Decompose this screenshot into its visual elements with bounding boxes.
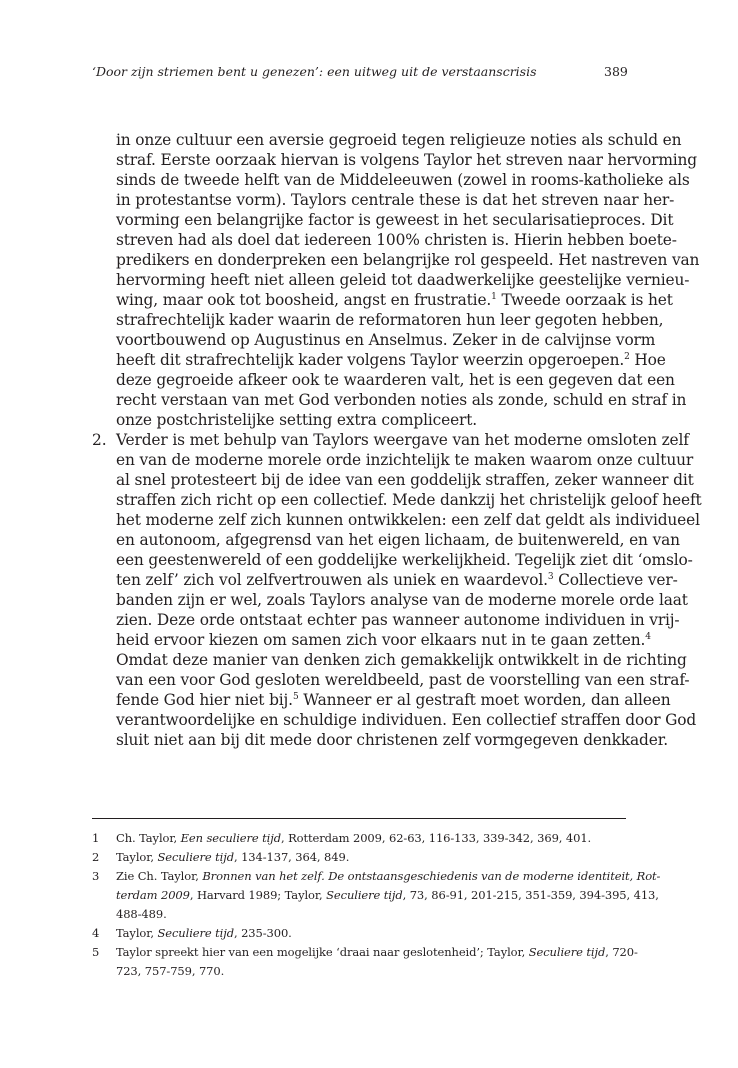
footnote-segment: , 720- — [605, 945, 638, 959]
paragraph-line: straf. Eerste oorzaak hiervan is volgens Taylor het streven naar hervorming — [116, 151, 698, 169]
footnote-ref-3[interactable]: 3 — [547, 571, 554, 582]
footnote-title: Een seculiere tijd — [180, 831, 281, 845]
paragraph-line: streven had als doel dat iedereen 100% christen is. Hierin hebben boete- — [116, 231, 677, 249]
list-item-number: 2. — [92, 431, 107, 449]
footnote-text: 723, 757-759, 770. — [116, 964, 225, 978]
paragraph-line: banden zijn er wel, zoals Taylors analyse van de moderne morele orde laat — [116, 591, 688, 609]
footnote-ref-1[interactable]: 1 — [491, 291, 497, 302]
paragraph-line: hervorming heeft niet alleen geleid tot daadwerkelijke geestelijke vernieu- — [116, 271, 690, 289]
footnote-title: Seculiere tijd — [528, 945, 606, 959]
footnote-text: 488-489. — [116, 907, 167, 921]
paragraph-line: voortbouwend op Augustinus en Anselmus. Zeker in de calvijnse vorm — [116, 331, 656, 349]
paragraph-line: strafrechtelijk kader waarin de reformatoren hun leer gegoten hebben, — [116, 311, 664, 329]
footnote-number: 5 — [92, 945, 100, 959]
footnote-ref-5[interactable]: 5 — [292, 691, 299, 702]
line-text: Hoe — [629, 351, 666, 369]
line-text: Tweede oorzaak is het — [496, 291, 673, 309]
footnote-number: 2 — [92, 850, 100, 864]
line-text: wing, maar ook tot boosheid, angst en frustratie. — [116, 291, 492, 309]
paragraph-line: Omdat deze manier van denken zich gemakkelijk ontwikkelt in de richting — [116, 651, 687, 669]
footnote-segment: Zie Ch. Taylor, — [116, 869, 203, 883]
line-text: heeft dit strafrechtelijk kader volgens Taylor weerzin opgeroepen. — [116, 351, 625, 369]
line-text: heid ervoor kiezen om samen zich voor elkaars nut in te gaan zetten. — [116, 631, 646, 649]
footnote-title: Seculiere tijd — [326, 888, 403, 902]
paragraph-line — [116, 290, 673, 310]
footnote-number: 3 — [92, 869, 100, 883]
line-text: Collectieve ver- — [553, 571, 678, 589]
paragraph-line — [116, 690, 671, 710]
footnote-divider — [92, 818, 626, 819]
paragraph-line: onze postchristelijke setting extra compliceert. — [116, 411, 478, 429]
paragraph-line: al snel protesteert bij de idee van een goddelijk straffen, zeker wanneer dit — [116, 471, 694, 489]
footnote-text — [116, 829, 626, 848]
paragraph-line: verantwoordelijke en schuldige individuen. Een collectief straffen door God — [116, 711, 697, 729]
footnote-segment: Taylor spreekt hier van een mogelijke ‘draai naar geslotenheid’; Taylor, — [116, 945, 529, 959]
paragraph-line: zien. Deze orde ontstaat echter pas wanneer autonome individuen in vrij- — [116, 611, 680, 629]
line-text: Wanneer er al gestraft moet worden, dan alleen — [298, 691, 671, 709]
paragraph-line — [116, 570, 678, 590]
footnote-segment: , Harvard 1989; Taylor, — [189, 888, 327, 902]
footnote-segment: , Rotterdam 2009, 62-63, 116-133, 339-342, 369, 401. — [280, 831, 592, 845]
running-title: ‘Door zijn striemen bent u genezen’: een uitweg uit de verstaanscrisis — [92, 64, 537, 79]
paragraph-line: sluit niet aan bij dit mede door christenen zelf vormgegeven denkkader. — [116, 731, 668, 749]
paragraph-line: in protestantse vorm). Taylors centrale these is dat het streven naar her- — [116, 191, 675, 209]
page-number: 389 — [604, 64, 628, 79]
footnote-title: Seculiere tijd — [157, 926, 234, 940]
paragraph-line: recht verstaan van met God verbonden noties als zonde, schuld en straf in — [116, 391, 687, 409]
footnote-ref-4[interactable]: 4 — [645, 631, 651, 642]
footnote-text — [116, 924, 626, 943]
line-text: fende God hier niet bij. — [116, 691, 293, 709]
paragraph-line: Verder is met behulp van Taylors weergave van het moderne omsloten zelf — [116, 431, 689, 449]
footnote-segment: Taylor, — [116, 850, 158, 864]
paragraph-line: en van de moderne morele orde inzichtelijk te maken waarom onze cultuur — [116, 451, 694, 469]
paragraph-line: een geestenwereld of een goddelijke werkelijkheid. Tegelijk ziet dit ‘omslo- — [116, 551, 693, 569]
paragraph-line: sinds de tweede helft van de Middeleeuwen (zowel in rooms-katholieke als — [116, 171, 690, 189]
footnote-segment: , 134-137, 364, 849. — [233, 850, 350, 864]
paragraph-line: straffen zich richt op een collectief. Mede dankzij het christelijk geloof heeft — [116, 491, 702, 509]
footnote-segment: Taylor, — [116, 926, 158, 940]
footnote-title: terdam 2009 — [116, 888, 190, 902]
footnote-title: Bronnen van het zelf. De ontstaansgeschiedenis van de moderne identiteit, Rot- — [202, 869, 661, 883]
line-text: ten zelf’ zich vol zelfvertrouwen als uniek en waardevol. — [116, 571, 548, 589]
footnote-segment: , 73, 86-91, 201-215, 351-359, 394-395, 413, — [402, 888, 659, 902]
paragraph-line: het moderne zelf zich kunnen ontwikkelen: een zelf dat geldt als individueel — [116, 511, 700, 529]
paragraph-line: en autonoom, afgegrensd van het eigen lichaam, de buitenwereld, en van — [116, 531, 680, 549]
footnote-segment: , 235-300. — [233, 926, 292, 940]
paragraph-line: predikers en donderpreken een belangrijke rol gespeeld. Het nastreven van — [116, 251, 700, 269]
footnote-number: 1 — [92, 831, 100, 845]
footnote-text — [116, 867, 661, 886]
footnote-text — [116, 943, 638, 962]
paragraph-line — [116, 630, 651, 650]
footnote-ref-2[interactable]: 2 — [624, 351, 630, 362]
footnote-text — [116, 848, 626, 867]
footnote-number: 4 — [92, 926, 100, 940]
paragraph-line: van een voor God gesloten wereldbeeld, past de voorstelling van een straf- — [116, 671, 690, 689]
paragraph-line — [116, 350, 666, 370]
footnote-text — [116, 886, 659, 905]
footnote-segment: Ch. Taylor, — [116, 831, 181, 845]
paragraph-line: deze gegroeide afkeer ook te waarderen valt, het is een gegeven dat een — [116, 371, 675, 389]
paragraph-line: in onze cultuur een aversie gegroeid tegen religieuze noties als schuld en — [116, 131, 682, 149]
footnote-title: Seculiere tijd — [157, 850, 234, 864]
paragraph-line: vorming een belangrijke factor is geweest in het secularisatieproces. Dit — [116, 211, 674, 229]
